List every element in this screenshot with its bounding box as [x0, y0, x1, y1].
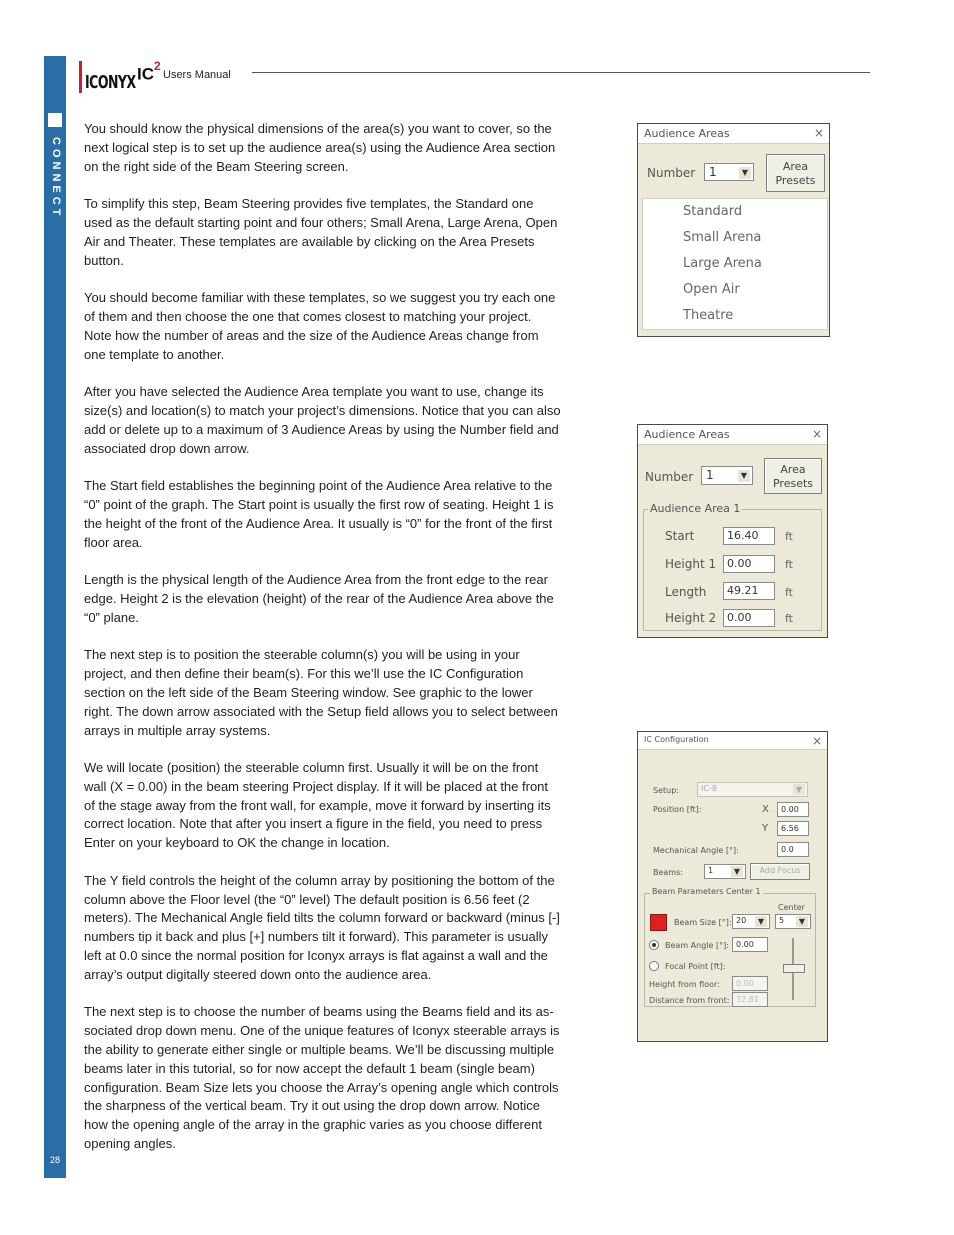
- number-dropdown[interactable]: [704, 163, 754, 181]
- distance-from-front-label: Distance from front:: [649, 996, 730, 1005]
- height1-field[interactable]: 0.00: [723, 555, 775, 573]
- chevron-down-icon: ▼: [738, 470, 750, 482]
- paragraph: We will locate (position) the steerable column first. Usually it will be on the front wall (X = 0.00) in the beam steering Project display. If it will be placed at the front of the stage away from the front wall, for example, move it forward by inserting its correct location. Note that after you insert a figure in the field, you need to press Enter on your keyboard to OK the change in location.: [84, 760, 551, 851]
- paragraph: You should know the physical dimensions of the area(s) you want to cover, so the next logical step is to set up the audience area(s) using the Audience Area section on the right side of the Beam Steering screen.: [84, 121, 556, 174]
- section-sidebar: [44, 56, 66, 1178]
- iconyx-logo: [79, 61, 136, 93]
- dialog-title: IC Configuration: [644, 735, 709, 744]
- preset-menu-item[interactable]: Theatre: [683, 308, 734, 323]
- preset-menu-item[interactable]: Large Arena: [683, 256, 762, 271]
- dialog-title: Audience Areas: [644, 127, 730, 140]
- page-number: 28: [49, 1155, 60, 1165]
- dialog-titlebar: [638, 732, 827, 750]
- section-label: CONNECT: [50, 137, 62, 220]
- paragraph: The next step is to position the steerable column(s) you will be using in your project, and then define their beam(s). For this we’ll use the IC Configuration section on the left side of the Beam Steering window. See graphic to the lower right. The down arrow associated with the Setup field allows you to select between arrays in multiple array systems.: [84, 647, 558, 738]
- height2-unit: ft: [785, 612, 793, 625]
- start-field[interactable]: 16.40: [723, 527, 775, 545]
- number-value: 1: [706, 468, 714, 482]
- presets-menu: [642, 198, 828, 330]
- mechanical-angle-field[interactable]: 0.0: [777, 842, 809, 857]
- beam-angle-label: Beam Angle [°]:: [665, 941, 729, 950]
- position-label: Position [ft]:: [653, 805, 702, 814]
- beam-angle-radio[interactable]: [649, 940, 659, 950]
- y-label: Y: [762, 823, 769, 834]
- beam-color-swatch: [650, 914, 667, 931]
- chevron-down-icon: ▼: [731, 866, 743, 877]
- manual-label: Users Manual: [163, 69, 231, 81]
- chevron-down-icon: ▼: [796, 916, 808, 927]
- product-name-text: IC: [137, 64, 154, 84]
- beams-label: Beams:: [653, 868, 683, 877]
- number-value: 1: [709, 165, 717, 179]
- logo-bracket: [79, 61, 82, 93]
- start-label: Start: [665, 529, 695, 543]
- distance-from-front-field[interactable]: 32.81: [732, 992, 768, 1007]
- chevron-down-icon: ▼: [739, 167, 751, 179]
- dialog-titlebar: [638, 425, 827, 445]
- ic-configuration-dialog: [637, 731, 828, 1042]
- number-label: Number: [647, 166, 696, 180]
- setup-label: Setup:: [653, 786, 679, 795]
- length-unit: ft: [785, 586, 793, 599]
- product-superscript: 2: [154, 59, 161, 73]
- preset-menu-item[interactable]: Small Arena: [683, 230, 762, 245]
- add-focus-button[interactable]: Add Focus: [750, 863, 810, 880]
- beam-angle-slider-thumb[interactable]: [783, 964, 805, 973]
- paragraph: The Y field controls the height of the column array by positioning the bottom of the column above the Floor level (the “0” level) The default position is 6.56 feet (2 meters). The Mechanical Angle field tilts the column forward or backward (minus [-] numbers tip it back and plus [+] numbers tilt it forward). This parameter is usually left at 0.0 since the normal position for Iconyx arrays is flat against a wall and the array’s output digitally steered down onto the audience area.: [84, 872, 560, 982]
- center-value: 5: [779, 916, 785, 925]
- height1-label: Height 1: [665, 557, 717, 571]
- height-from-floor-label: Height from floor:: [649, 980, 720, 989]
- paragraph: The Start field establishes the beginning point of the Audience Area relative to the “0” point of the graph. The Start point is usually the first row of seating. Height 1 is the height of the front of the Audience Area. It usually is “0” for the front of the first floor area.: [84, 478, 554, 550]
- close-icon[interactable]: ×: [811, 734, 822, 748]
- chevron-down-icon: ▼: [793, 784, 805, 795]
- length-field[interactable]: 49.21: [723, 582, 775, 600]
- height2-field[interactable]: 0.00: [723, 609, 775, 627]
- setup-value: IC-8: [701, 784, 717, 793]
- close-icon[interactable]: ×: [811, 427, 822, 441]
- audience-areas-presets-dialog: [637, 123, 830, 337]
- paragraph: After you have selected the Audience Area template you want to use, change its size(s) and location(s) to match your project’s dimensions. Notice that you can also add or delete up to a maximum of 3 Audience Areas by using the Number field and associated drop down arrow.: [84, 384, 561, 456]
- beams-value: 1: [708, 866, 714, 875]
- mechanical-angle-label: Mechanical Angle [°]:: [653, 846, 739, 855]
- paragraph: You should become familiar with these templates, so we suggest you try each one of them and then choose the one that comes closest to matching your project. Note how the number of areas and the size of the Audience Areas change from one template to another.: [84, 290, 556, 362]
- beam-size-label: Beam Size [°]:: [674, 918, 732, 927]
- dialog-titlebar: [638, 124, 829, 144]
- header-rule: [252, 72, 870, 73]
- paragraph: Length is the physical length of the Audience Area from the front edge to the rear edge. Height 2 is the elevation (height) of the rear of the Audience Area above the “0” plane.: [84, 572, 554, 625]
- paragraph: To simplify this step, Beam Steering provides five templates, the Standard one used as the default starting point and four others; Small Arena, Large Arena, Open Air and Theater. These templates are available by clicking on the Area Presets button.: [84, 196, 558, 268]
- paragraph: The next step is to choose the number of beams using the Beams field and its as-sociated drop down menu. One of the unique features of Iconyx steerable arrays is the ability to generate either single or multiple beams. We’ll be discussing multiple beams later in this tutorial, so for now accept the default 1 beam (single beam) configuration. Beam Size lets you choose the Array’s opening angle which controls the sharpness of the vertical beam. Try it out using the drop down arrow. Notice how the opening angle of the array in the graphic varies as you choose different opening angles.: [84, 1004, 560, 1152]
- center-label: Center: [778, 903, 805, 912]
- dialog-title: Audience Areas: [644, 428, 730, 441]
- radio-dot: [652, 943, 656, 947]
- number-dropdown[interactable]: [701, 466, 753, 485]
- height1-unit: ft: [785, 558, 793, 571]
- product-name: [137, 59, 161, 85]
- preset-menu-item[interactable]: Open Air: [683, 282, 740, 297]
- focal-point-label: Focal Point [ft]:: [665, 962, 726, 971]
- setup-dropdown[interactable]: [697, 782, 808, 797]
- logo-text: ICONYX: [85, 71, 136, 92]
- beam-parameters-label: Beam Parameters Center 1: [652, 887, 761, 896]
- beams-dropdown[interactable]: [704, 864, 746, 879]
- chevron-down-icon: ▼: [755, 916, 767, 927]
- area-presets-button[interactable]: Area Presets: [764, 458, 822, 494]
- group-label: Audience Area 1: [650, 502, 741, 515]
- height2-label: Height 2: [665, 611, 717, 625]
- number-label: Number: [645, 470, 694, 484]
- height-from-floor-field[interactable]: 0.00: [732, 976, 768, 991]
- center-dropdown[interactable]: [775, 914, 811, 929]
- y-field[interactable]: 6.56: [777, 821, 809, 836]
- sidebar-marker: [48, 113, 62, 127]
- preset-menu-item[interactable]: Standard: [683, 204, 743, 219]
- audience-areas-dialog: [637, 424, 828, 638]
- focal-point-radio[interactable]: [649, 961, 659, 971]
- x-label: X: [762, 804, 769, 815]
- beam-size-dropdown[interactable]: [732, 914, 770, 929]
- start-unit: ft: [785, 530, 793, 543]
- body-text: [84, 120, 562, 1173]
- length-label: Length: [665, 585, 707, 599]
- x-field[interactable]: 0.00: [777, 802, 809, 817]
- close-icon[interactable]: ×: [813, 126, 824, 140]
- beam-size-value: 20: [736, 916, 747, 925]
- area-presets-button[interactable]: Area Presets: [766, 154, 825, 192]
- beam-angle-field[interactable]: 0.00: [732, 937, 768, 952]
